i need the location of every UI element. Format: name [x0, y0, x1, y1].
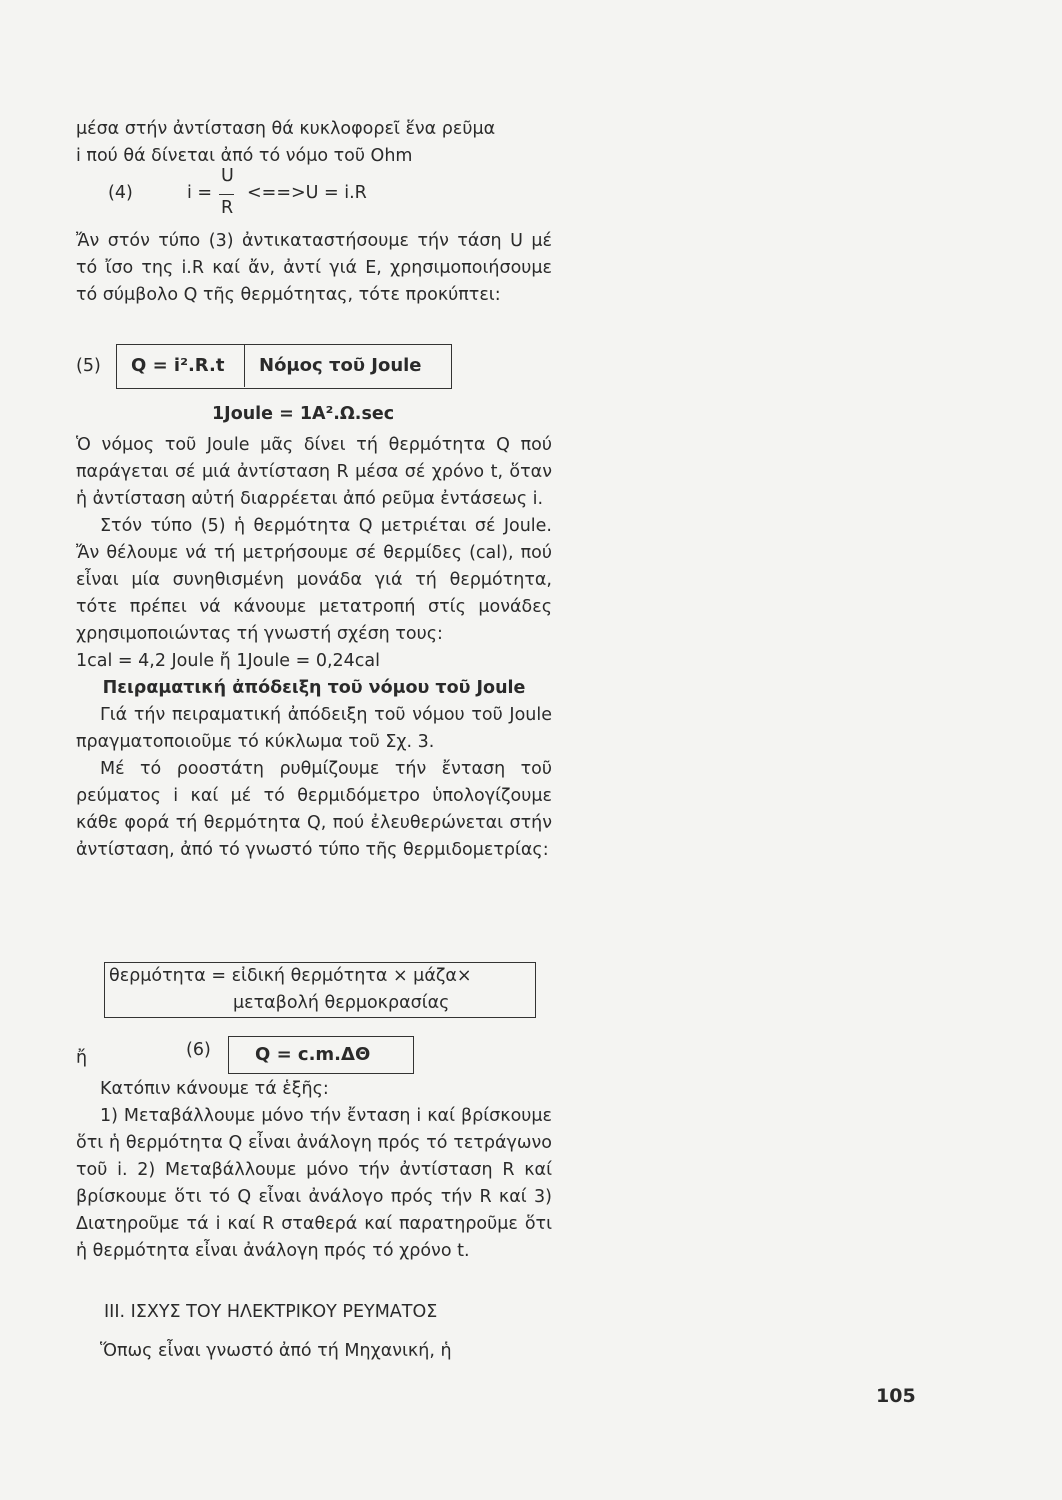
fraction-bar [219, 194, 234, 195]
joule-law-formula: Q = i².R.t [131, 355, 225, 376]
section-heading-power: III. ΙΣΧΥΣ ΤΟΥ ΗΛΕΚΤΡΙΚΟΥ ΡΕΥΜΑΤΟΣ [104, 1302, 438, 1322]
equation-4-lhs: i = [187, 183, 213, 203]
experimental-proof-heading: Πειραματική ἀπόδειξη τοῦ νόμου τοῦ Joule [102, 678, 526, 698]
procedure-steps: 1) Μεταβάλλουμε μόνο τήν ἔνταση i καί βρίσκουμε ὅτι ἡ θερμότητα Q εἶναι ἀνάλογη πρός τό τετράγωνο τοῦ i. 2) Μεταβάλλουμε μόνο τήν ἀντίσταση R καί βρίσκουμε ὅτι τό Q εἶναι ἀνάλογο πρός τήν R καί 3) Διατηροῦμε τά i καί R σταθερά καί παρατηροῦμε ὅτι ἡ θερμότητα εἶναι ἀνάλογη πρός τό χρόνο t. [76, 1106, 552, 1261]
page-number: 105 [876, 1385, 916, 1407]
procedure-intro: Κατόπιν κάνουμε τά ἑξῆς: [100, 1079, 329, 1099]
power-text: Ὅπως εἶναι γνωστό ἀπό τή Μηχανική, ἡ [100, 1341, 452, 1361]
equation-4-denominator: R [221, 198, 234, 218]
calorimetry-formula-line-1: θερμότητα = εἰδική θερμότητα × μάζα× [109, 966, 472, 986]
circuit-text: Γιά τήν πειραματική ἀπόδειξη τοῦ νόμου τοῦ Joule πραγματοποιοῦμε τό κύκλωμα τοῦ Σχ. 3. [76, 705, 552, 752]
joule-law-name: Νόμος τοῦ Joule [259, 355, 422, 376]
equation-6-number: (6) [186, 1040, 211, 1060]
intro-paragraph [76, 116, 552, 170]
power-paragraph [76, 1338, 552, 1365]
equation-4-numerator: U [221, 166, 234, 186]
joule-law-text: Ὁ νόμος τοῦ Joule μᾶς δίνει τή θερμότητα Q πού παράγεται σέ μιά ἀντίσταση R μέσα σέ χρόνο t, ὅταν ἡ ἀντίσταση αὐτή διαρρέεται ἀπό ρεῦμα ἐντάσεως i. [76, 435, 552, 509]
or-word: ἤ [76, 1048, 88, 1068]
intro-line-1: μέσα στήν ἀντίσταση θά κυκλοφορεῖ ἕνα ρεῦμα [76, 119, 496, 139]
calorimetry-text: Μέ τό ροοστάτη ρυθμίζουμε τήν ἔνταση τοῦ ρεύματος i καί μέ τό θερμιδόμετρο ὑπολογίζουμε κάθε φορά τή θερμότητα Q, πού ἐλευθερώνεται στήν ἀντίσταση, ἀπό τό γνωστό τύπο τῆς θερμιδομετρίας: [76, 759, 552, 860]
calorimetry-formula-line-2: μεταβολή θερμοκρασίας [233, 993, 450, 1013]
equation-4-number: (4) [108, 183, 133, 203]
calorimetry-short-formula: Q = c.m.ΔΘ [255, 1044, 371, 1065]
procedure-paragraph [76, 1076, 552, 1265]
conversion-relation: 1cal = 4,2 Joule ἤ 1Joule = 0,24cal [76, 651, 381, 671]
calorimetry-formula-box [104, 962, 536, 1018]
units-text: Στόν τύπο (5) ἡ θερμότητα Q μετριέται σέ Joule. Ἄν θέλουμε νά τή μετρήσουμε σέ θερμίδες (cal), πού εἶναι μία συνηθισμένη μονάδα γιά τή θερμότητα, τότε πρέπει νά κάνουμε μετατροπή στίς μονάδες χρησιμοποιώντας τή γνωστή σχέση τους: [76, 516, 552, 644]
equation-5-number: (5) [76, 356, 101, 376]
joule-unit: 1Joule = 1A².Ω.sec [212, 404, 395, 424]
calorimetry-short-box [228, 1036, 414, 1074]
equation-4 [76, 168, 552, 224]
substitution-text: Ἄν στόν τύπο (3) ἀντικαταστήσουμε τήν τάση U μέ τό ἴσο της i.R καί ἄν, ἀντί γιά E, χρησιμοποιήσουμε τό σύμβολο Q τῆς θερμότητας, τότε προκύπτει: [76, 231, 552, 305]
intro-line-2: i πού θά δίνεται ἀπό τό νόμο τοῦ Ohm [76, 146, 413, 166]
equation-4-rhs: <==>U = i.R [247, 183, 367, 203]
joule-law-paragraph [76, 432, 552, 864]
substitution-paragraph [76, 228, 552, 309]
joule-law-box [116, 344, 452, 389]
box-divider [244, 345, 245, 387]
